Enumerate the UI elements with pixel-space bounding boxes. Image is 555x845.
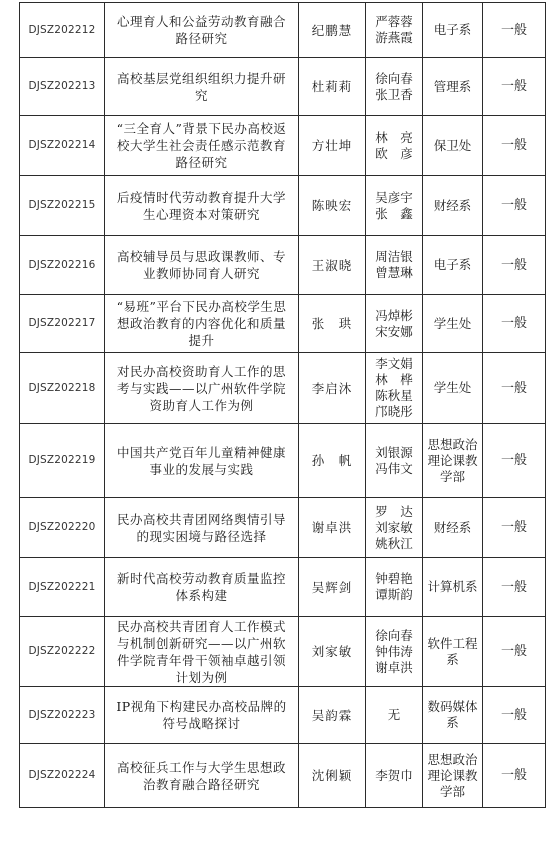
department-cell: 计算机系 — [423, 558, 483, 617]
project-title-cell: 对民办高校资助育人工作的思考与实践——以广州软件学院资助育人工作为例 — [105, 353, 299, 424]
project-title-cell: 新时代高校劳动教育质量监控体系构建 — [105, 558, 299, 617]
project-id-cell: DJSZ202219 — [20, 424, 105, 498]
project-level-cell: 一般 — [483, 3, 546, 58]
member-name: 谭斯韵 — [375, 587, 413, 602]
table-row — [20, 617, 546, 687]
project-leader-cell: 杜莉莉 — [299, 58, 366, 116]
department-cell: 财经系 — [423, 498, 483, 558]
department-cell: 思想政治理论课教学部 — [423, 744, 483, 808]
department-cell: 学生处 — [423, 295, 483, 353]
member-name: 严蓉蓉 — [375, 14, 413, 29]
project-leader-cell: 王淑晓 — [299, 236, 366, 295]
project-members-cell — [366, 744, 423, 808]
project-leader-cell: 陈映宏 — [299, 176, 366, 236]
table-row — [20, 687, 546, 744]
table-row — [20, 58, 546, 116]
project-leader-cell: 谢卓洪 — [299, 498, 366, 558]
project-title-cell: 高校征兵工作与大学生思想政治教育融合路径研究 — [105, 744, 299, 808]
member-name: 欧 彦 — [375, 145, 413, 161]
project-leader-cell: 刘家敏 — [299, 617, 366, 687]
project-id-cell: DJSZ202223 — [20, 687, 105, 744]
project-id-cell: DJSZ202224 — [20, 744, 105, 808]
member-name: 刘银源 — [375, 444, 413, 460]
member-name: 周洁银 — [375, 249, 413, 264]
project-level-cell: 一般 — [483, 558, 546, 617]
table-row — [20, 744, 546, 808]
member-name: 谢卓洪 — [375, 659, 413, 675]
department-cell: 电子系 — [423, 236, 483, 295]
project-table — [19, 2, 546, 808]
member-name: 张卫香 — [375, 86, 413, 102]
project-table-body — [20, 3, 546, 808]
project-id-cell: DJSZ202218 — [20, 353, 105, 424]
project-id-cell: DJSZ202216 — [20, 236, 105, 295]
project-id-cell: DJSZ202221 — [20, 558, 105, 617]
department-cell: 保卫处 — [423, 116, 483, 176]
department-cell: 财经系 — [423, 176, 483, 236]
project-level-cell: 一般 — [483, 236, 546, 295]
project-level-cell: 一般 — [483, 295, 546, 353]
project-id-cell: DJSZ202213 — [20, 58, 105, 116]
table-row — [20, 558, 546, 617]
table-row — [20, 498, 546, 558]
project-title-cell: 民办高校共青团网络舆情引导的现实困境与路径选择 — [105, 498, 299, 558]
member-name: 钟伟涛 — [375, 643, 413, 659]
table-row — [20, 176, 546, 236]
project-title-cell: 高校基层党组织组织力提升研究 — [105, 58, 299, 116]
project-title-cell: “三全育人”背景下民办高校返校大学生社会责任感示范教育路径研究 — [105, 116, 299, 176]
member-name: 徐向春 — [375, 627, 413, 643]
project-level-cell: 一般 — [483, 353, 546, 424]
project-title-cell: IP视角下构建民办高校品牌的符号战略探讨 — [105, 687, 299, 744]
project-members-cell — [366, 176, 423, 236]
member-name: 游燕霞 — [375, 30, 413, 45]
table-row — [20, 236, 546, 295]
member-name: 无 — [387, 707, 401, 722]
project-id-cell: DJSZ202214 — [20, 116, 105, 176]
project-level-cell: 一般 — [483, 617, 546, 687]
member-name: 冯焯彬 — [375, 307, 413, 323]
table-row — [20, 353, 546, 424]
project-id-cell: DJSZ202212 — [20, 3, 105, 58]
project-members-cell — [366, 498, 423, 558]
project-members-cell — [366, 58, 423, 116]
department-cell: 思想政治理论课教学部 — [423, 424, 483, 498]
project-leader-cell: 方壮坤 — [299, 116, 366, 176]
project-level-cell: 一般 — [483, 498, 546, 558]
project-leader-cell: 沈俐颖 — [299, 744, 366, 808]
department-cell: 数码媒体系 — [423, 687, 483, 744]
department-cell: 软件工程系 — [423, 617, 483, 687]
table-row — [20, 295, 546, 353]
project-members-cell — [366, 236, 423, 295]
table-row — [20, 116, 546, 176]
project-level-cell: 一般 — [483, 687, 546, 744]
project-leader-cell: 吴辉剑 — [299, 558, 366, 617]
project-level-cell: 一般 — [483, 744, 546, 808]
project-leader-cell: 孙 帆 — [299, 424, 366, 498]
project-members-cell — [366, 617, 423, 687]
project-title-cell: 中国共产党百年儿童精神健康事业的发展与实践 — [105, 424, 299, 498]
member-name: 林 桦 — [375, 372, 413, 387]
project-title-cell: 心理育人和公益劳动教育融合路径研究 — [105, 3, 299, 58]
project-level-cell: 一般 — [483, 176, 546, 236]
project-id-cell: DJSZ202217 — [20, 295, 105, 353]
project-level-cell: 一般 — [483, 116, 546, 176]
project-members-cell — [366, 3, 423, 58]
table-row — [20, 424, 546, 498]
project-leader-cell: 吴韵霖 — [299, 687, 366, 744]
table-row — [20, 3, 546, 58]
project-members-cell — [366, 424, 423, 498]
member-name: 陈秋星 — [375, 388, 413, 403]
project-leader-cell: 张 珙 — [299, 295, 366, 353]
project-leader-cell: 李启沐 — [299, 353, 366, 424]
member-name: 罗 达 — [375, 503, 413, 519]
project-title-cell: 后疫情时代劳动教育提升大学生心理资本对策研究 — [105, 176, 299, 236]
member-name: 吴彦宇 — [375, 189, 413, 205]
project-title-cell: “易班”平台下民办高校学生思想政治教育的内容优化和质量提升 — [105, 295, 299, 353]
member-name: 李贺巾 — [375, 767, 413, 783]
project-members-cell — [366, 353, 423, 424]
project-id-cell: DJSZ202215 — [20, 176, 105, 236]
project-level-cell: 一般 — [483, 58, 546, 116]
member-name: 刘家敏 — [375, 519, 413, 535]
member-name: 张 鑫 — [375, 205, 413, 221]
project-title-cell: 民办高校共青团育人工作模式与机制创新研究——以广州软件学院青年骨干领袖卓越引领计划为例 — [105, 617, 299, 687]
member-name: 曾慧琳 — [375, 265, 413, 280]
project-level-cell: 一般 — [483, 424, 546, 498]
project-members-cell — [366, 558, 423, 617]
department-cell: 电子系 — [423, 3, 483, 58]
member-name: 宋安娜 — [375, 323, 413, 339]
project-id-cell: DJSZ202220 — [20, 498, 105, 558]
department-cell: 管理系 — [423, 58, 483, 116]
department-cell: 学生处 — [423, 353, 483, 424]
member-name: 李文娟 — [375, 356, 413, 371]
member-name: 姚秋江 — [375, 535, 413, 551]
project-members-cell — [366, 687, 423, 744]
member-name: 钟碧艳 — [375, 571, 413, 586]
member-name: 冯伟文 — [375, 460, 413, 476]
project-id-cell: DJSZ202222 — [20, 617, 105, 687]
project-leader-cell: 纪鹏慧 — [299, 3, 366, 58]
member-name: 徐向春 — [375, 70, 413, 86]
member-name: 邝晓彤 — [375, 404, 413, 419]
member-name: 林 亮 — [375, 129, 413, 145]
project-members-cell — [366, 116, 423, 176]
project-title-cell: 高校辅导员与思政课教师、专业教师协同育人研究 — [105, 236, 299, 295]
project-members-cell — [366, 295, 423, 353]
